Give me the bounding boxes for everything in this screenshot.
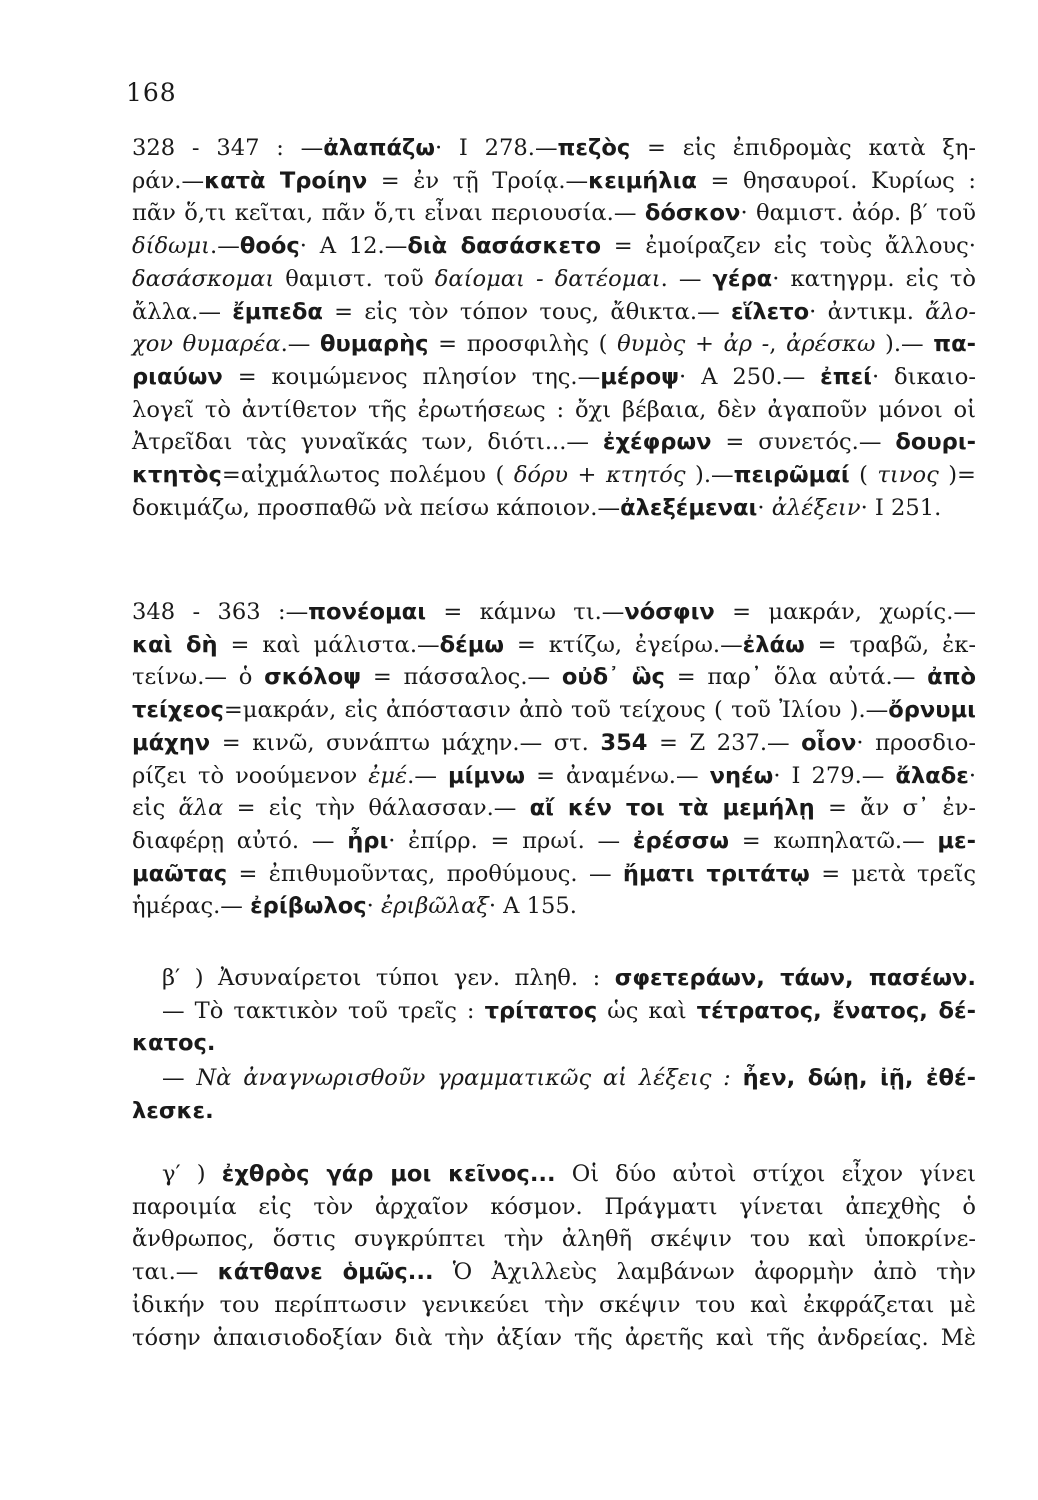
commentary-section-328-347 xyxy=(132,132,976,524)
text-line: παροιμία εἰς τὸν ἀρχαῖον κόσμον. Πράγματι γίνεται ἀπεχθὴς ὁ xyxy=(132,1193,976,1220)
text-line: δίδωμι.—θοός· Α 12.—διὰ δασάσκετο = ἐμοίραζεν εἰς τοὺς ἄλλους· xyxy=(132,233,976,260)
exercise-note xyxy=(132,1062,976,1127)
text-line: χον θυμαρέα.— θυμαρὴς = προσφιλὴς ( θυμὸς + ἀρ -, ἀρέσκω ).— πα- xyxy=(132,331,976,358)
grammar-note-beta xyxy=(132,962,976,1060)
text-line: κτητὸς=αἰχμάλωτος πολέμου ( δόρυ + κτητός ).—πειρῶμαί ( τινος )= xyxy=(132,462,976,489)
text-line: καὶ δὴ = καὶ μάλιστα.—δέμω = κτίζω, ἐγείρω.—ἐλάω = τραβῶ, ἐκ- xyxy=(132,631,976,658)
text-line: τόσην ἀπαισιοδοξίαν διὰ τὴν ἀξίαν τῆς ἀρετῆς καὶ τῆς ἀνδρείας. Μὲ xyxy=(132,1324,976,1351)
page-number: 168 xyxy=(126,78,177,107)
text-line: 348 - 363 :—πονέομαι = κάμνω τι.—νόσφιν = μακράν, χωρίς.— xyxy=(132,599,976,625)
text-line: γ′ ) ἐχθρὸς γάρ μοι κεῖνος... Οἱ δύο αὐτοὶ στίχοι εἶχον γίνει xyxy=(162,1161,976,1187)
text-line: ἄλλα.— ἔμπεδα = εἰς τὸν τόπον τους, ἄθικτα.— εἵλετο· ἀντικμ. ἄλο- xyxy=(132,298,976,325)
text-line: β′ ) Ἀσυναίρετοι τύποι γεν. πληθ. : σφετεράων, τάων, πασέων. xyxy=(162,965,977,991)
text-line: ράν.—κατὰ Τροίην = ἐν τῇ Τροίᾳ.—κειμήλια = θησαυροί. Κυρίως : xyxy=(132,167,976,194)
text-line: μαῶτας = ἐπιθυμοῦντας, προθύμους. — ἤματι τριτάτῳ = μετὰ τρεῖς xyxy=(132,860,976,887)
text-line: ἰδικήν του περίπτωσιν γενικεύει τὴν σκέψιν του καὶ ἐκφράζεται μὲ xyxy=(132,1291,976,1318)
text-line: διαφέρῃ αὐτό. — ἦρι· ἐπίρρ. = πρωί. — ἐρέσσω = κωπηλατῶ.— με- xyxy=(132,827,977,854)
text-line: ρίζει τὸ νοούμενον ἐμέ.— μίμνω = ἀναμένω.— νηέω· Ι 279.— ἄλαδε· xyxy=(132,762,976,789)
commentary-section-348-363 xyxy=(132,596,976,923)
text-line: ριαύων = κοιμώμενος πλησίον της.—μέροψ· Α 250.— ἐπεί· δικαιο- xyxy=(132,363,976,390)
text-line: δοκιμάζω, προσπαθῶ νὰ πείσω κάποιον.—ἀλεξέμεναι· ἀλέξειν· Ι 251. xyxy=(132,494,942,521)
text-line: ται.— κάτθανε ὁμῶς... Ὁ Ἀχιλλεὺς λαμβάνων ἀφορμὴν ἀπὸ τὴν xyxy=(132,1259,977,1286)
text-line: τείνω.— ὁ σκόλοψ = πάσσαλος.— οὐδ᾽ ὣς = παρ᾽ ὅλα αὐτά.— ἀπὸ xyxy=(132,664,976,691)
text-line: εἰς ἅλα = εἰς τὴν θάλασσαν.— αἴ κέν τοι τὰ μεμήλῃ = ἄν σ᾽ ἐν- xyxy=(132,795,976,822)
text-line: λεσκε. xyxy=(132,1097,214,1124)
text-line: — Τὸ τακτικὸν τοῦ τρεῖς : τρίτατος ὡς καὶ τέτρατος, ἔνατος, δέ- xyxy=(162,997,976,1024)
text-line: κατος. xyxy=(132,1030,216,1057)
text-line: λογεῖ τὸ ἀντίθετον τῆς ἐρωτήσεως : ὄχι βέβαια, δὲν ἀγαποῦν μόνοι οἱ xyxy=(132,396,976,423)
text-line: 328 - 347 : —ἀλαπάζω· Ι 278.—πεζὸς = εἰς ἐπιδρομὰς κατὰ ξη- xyxy=(132,135,976,161)
text-line: πᾶν ὅ,τι κεῖται, πᾶν ὅ,τι εἶναι περιουσία.— δόσκον· θαμιστ. ἀόρ. β′ τοῦ xyxy=(132,200,976,227)
text-line: — Νὰ ἀναγνωρισθοῦν γραμματικῶς αἱ λέξεις : ἦεν, δώῃ, ἰῇ, ἐθέ- xyxy=(162,1065,977,1091)
interpretation-note-gamma xyxy=(132,1158,976,1354)
text-line: ἡμέρας.— ἐρίβωλος· ἐριβῶλαξ· Α 155. xyxy=(132,893,577,920)
text-line: Ἀτρεῖδαι τὰς γυναῖκάς των, διότι...— ἐχέφρων = συνετός.— δουρι- xyxy=(132,429,976,456)
text-line: τείχεος=μακράν, εἰς ἀπόστασιν ἀπὸ τοῦ τείχους ( τοῦ Ἰλίου ).—ὄρνυμι xyxy=(132,697,976,724)
text-line: ἄνθρωπος, ὅστις συγκρύπτει τὴν ἀληθῆ σκέψιν του καὶ ὑποκρίνε- xyxy=(132,1226,976,1253)
text-line: δασάσκομαι θαμιστ. τοῦ δαίομαι - δατέομαι. — γέρα· κατηγρμ. εἰς τὸ xyxy=(132,265,977,292)
text-line: μάχην = κινῶ, συνάπτω μάχην.— στ. 354 = Ζ 237.— οἷον· προσδιο- xyxy=(132,729,976,756)
